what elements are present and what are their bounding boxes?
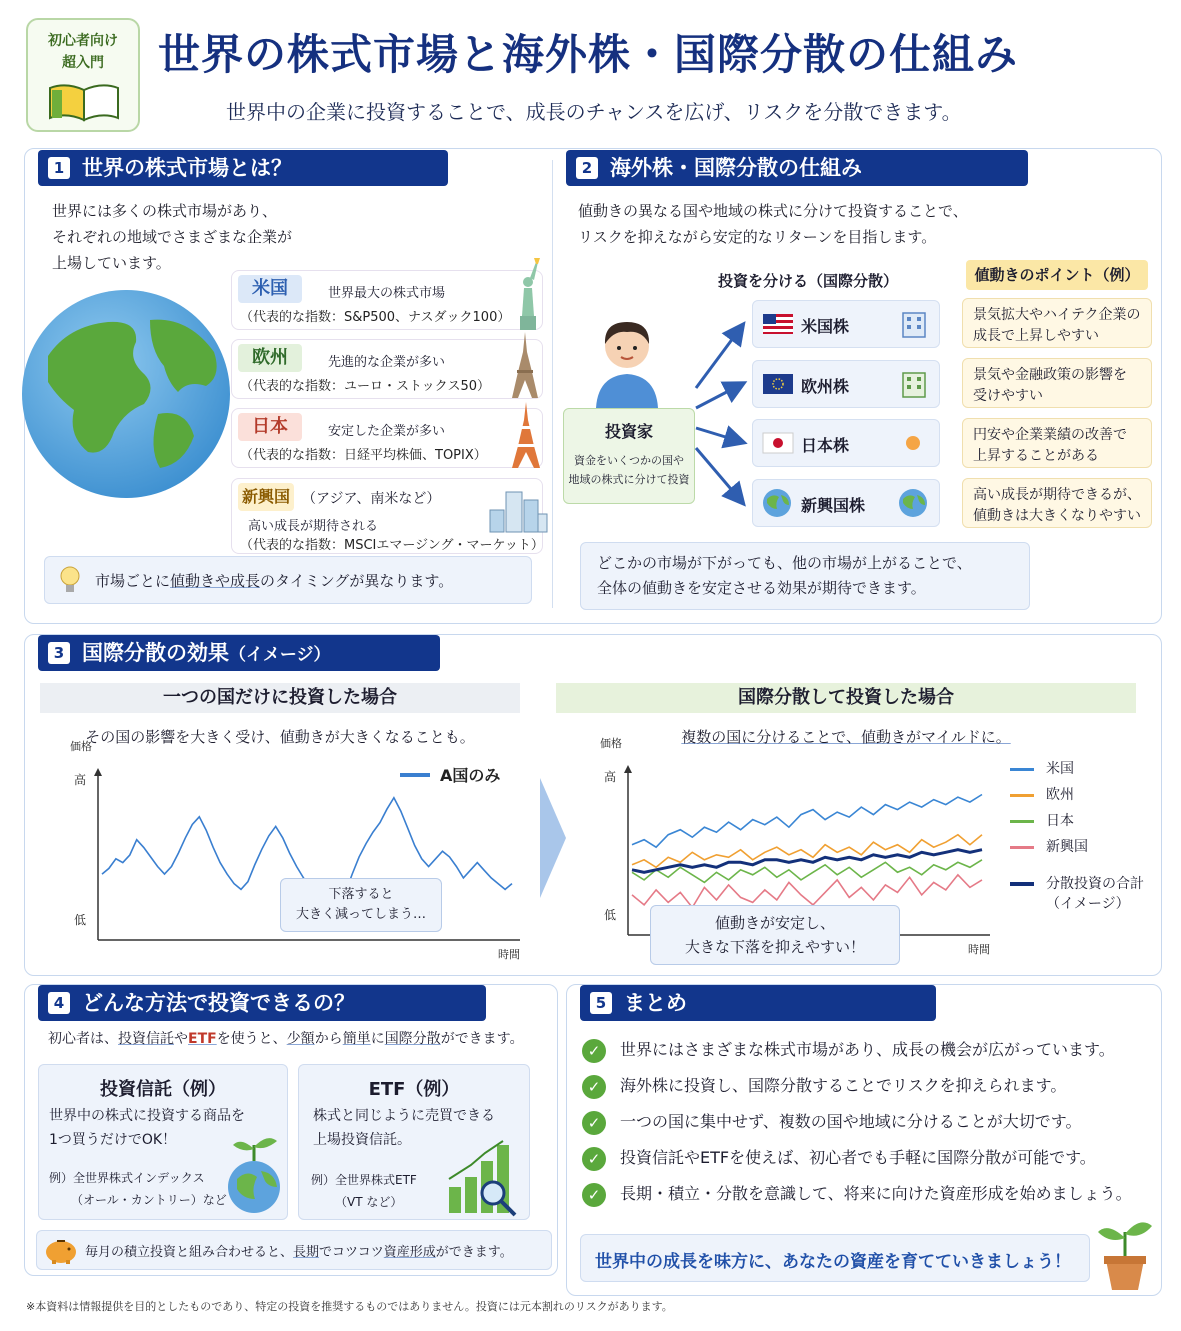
legend-item [1010,874,1170,914]
market-card-eu [231,339,543,399]
label-points: 値動きのポイント（例） [966,260,1148,290]
y-tick-low: 低 [604,908,617,922]
city-buildings-icon [486,484,548,532]
section3-title: 国際分散の効果 [82,641,229,665]
check-icon: ✓ [582,1075,606,1099]
row-emerging-name: 新興国株 [801,496,866,515]
right-callout: 値動きが安定し、 大きな下落を抑えやすい！ [650,905,900,965]
legend-item [1010,782,1170,808]
summary-item: ✓ 世界にはさまざまな株式市場があり、成長の機会が広がっています。 [582,1032,1152,1068]
bar-chart-magnifier-icon [445,1139,527,1217]
row-us [752,300,940,348]
series-line [632,875,982,908]
x-axis-label: 時間 [498,948,520,961]
section4-header [38,985,486,1021]
section4-number: 4 [48,992,70,1014]
market-tag-jp: 日本 [238,413,302,441]
section2-header [566,150,1028,186]
section4-intro: 初心者は、投資信託やETFを使うと、少額から簡単に国際分散ができます。 [48,1031,524,1047]
legend-label: A国のみ [440,766,501,785]
market-tag-eu: 欧州 [238,344,302,372]
y-tick-high: 高 [604,770,617,784]
section1-tip-underline: 値動きや成長 [170,572,261,590]
panel-divider [552,160,553,608]
label-split: 投資を分ける（国際分散） [718,272,899,290]
legend-label: 分散投資の合計（イメージ） [1046,876,1144,912]
row-jp-name: 日本株 [801,436,850,455]
market-tag-emerging: 新興国 [238,483,294,511]
tokyo-tower-icon [510,402,542,468]
japan-flag-icon [763,433,793,453]
legend-item [1010,834,1170,860]
y-axis-arrow [94,768,102,776]
card1-ex2: （オール・カントリー）など [71,1193,227,1207]
market-card-us [231,270,543,330]
book-icon [44,80,124,124]
left-callout: 下落すると 大きく減ってしまう… [280,878,442,932]
section2-intro: 値動きの異なる国や地域の株式に分けて投資することで、 リスクを抑えながら安定的なリターンを目指します。 [578,202,968,246]
legend-swatch [1010,768,1034,771]
investor-avatar [592,316,662,408]
section1-tip [44,556,532,604]
y-tick-low: 低 [74,913,87,927]
legend-label: 日本 [1046,813,1074,829]
left-subheader: 一つの国だけに投資した場合 [40,683,520,713]
arrow-right-icon [538,778,568,898]
closing-message: 世界中の成長を味方に、あなたの資産を育てていきましょう！ [580,1234,1090,1282]
statue-of-liberty-icon [508,258,548,332]
point-jp: 円安や企業業績の改善で 上昇することがある [962,418,1152,468]
section1-intro: 世界には多くの株式市場があり、 それぞれの地域でさまざまな企業が 上場しています。 [52,202,293,272]
point-us: 景気拡大やハイテク企業の 成長で上昇しやすい [962,298,1152,348]
point-eu: 景気や金融政策の影響を 受けやすい [962,358,1152,408]
market-index-us: （代表的な指数：S&P500、ナスダック100） [240,310,511,325]
badge-line1: 初心者向け [48,33,118,49]
office-building-icon [899,309,929,339]
market-index-jp: （代表的な指数：日経平均株価、TOPIX） [240,448,487,463]
investor-desc1: 資金をいくつかの国や [574,454,684,467]
summary-item: ✓ 一つの国に集中せず、複数の国や地域に分けることが大切です。 [582,1104,1152,1140]
series-line [632,860,982,883]
section1-tip-post: のタイミングが異なります。 [260,572,454,590]
check-icon: ✓ [582,1147,606,1171]
market-desc-us: 世界最大の株式市場 [328,286,446,301]
legend-item [1010,808,1170,834]
eu-flag-icon [763,374,793,394]
legend-label: 新興国 [1046,839,1088,855]
row-emerging [752,479,940,527]
summary-item: ✓ 海外株に投資し、国際分散することでリスクを抑えられます。 [582,1068,1152,1104]
card2-ex1: 例）全世界株式ETF [311,1173,417,1187]
market-desc-jp: 安定した企業が多い [328,424,446,439]
office-building-icon [899,369,929,399]
potted-plant-icon [1094,1214,1156,1292]
market-desc-eu: 先進的な企業が多い [328,355,446,370]
summary-item: ✓ 長期・積立・分散を意識して、将来に向けた資産形成を始めましょう。 [582,1176,1152,1212]
series-line [632,795,982,848]
card-etf [298,1064,530,1220]
section1-number: 1 [48,157,70,179]
eiffel-tower-icon [510,332,540,398]
row-us-name: 米国株 [801,317,850,336]
legend-swatch [1010,846,1034,849]
section2-note: どこかの市場が下がっても、他の市場が上がることで、 全体の値動きを安定させる効果が期待できます。 [580,542,1030,610]
us-flag-icon [763,314,793,334]
section1-title: 世界の株式市場とは？ [82,156,292,180]
y-axis-arrow [624,765,632,773]
badge-line2: 超入門 [62,55,104,71]
card-investment-trust [38,1064,288,1220]
card1-desc2: 1つ買うだけでOK！ [49,1132,177,1148]
plant-globe-icon [225,1131,283,1215]
section4-tip: 毎月の積立投資と組み合わせると、長期でコツコツ資産形成ができます。 [36,1230,552,1270]
emerging-globe-icon [761,487,793,519]
page-title: 世界の株式市場と海外株・国際分散の仕組み [158,30,1019,79]
section3-header [38,635,440,671]
section2-title: 海外株・国際分散の仕組み [610,156,862,180]
section5-number: 5 [590,992,612,1014]
sun-icon [905,435,921,451]
row-eu-name: 欧州株 [801,377,850,396]
section3-title-suffix: （イメージ） [229,645,331,665]
section4-title: どんな方法で投資できるの？ [82,991,355,1015]
investor-title: 投資家 [604,422,653,441]
market-tag-emerging-suffix: （アジア、南米など） [302,491,441,507]
market-index-eu: （代表的な指数：ユーロ・ストックス50） [240,379,491,394]
section2-number: 2 [576,157,598,179]
globe-icon [18,286,234,502]
card2-desc1: 株式と同じように売買できる [313,1108,495,1124]
y-tick-high: 高 [74,773,87,787]
summary-item: ✓ 投資信託やETFを使えば、初心者でも手軽に国際分散が可能です。 [582,1140,1152,1176]
y-axis-label: 価格 [600,737,622,750]
card2-ex2: （VT など） [335,1195,403,1209]
x-axis-label: 時間 [968,943,990,956]
lightbulb-icon [59,565,81,595]
legend-swatch [1010,820,1034,823]
card1-ex1: 例）全世界株式インデックス [49,1171,205,1185]
check-icon: ✓ [582,1183,606,1207]
globe-icon [897,487,929,519]
investor-desc2: 地域の株式に分けて投資 [568,473,690,486]
beginner-badge [26,18,140,132]
footer-disclaimer: ※本資料は情報提供を目的としたものであり、特定の投資を推奨するものではありません。投資には元本割れのリスクがあります。 [26,1300,673,1313]
row-jp [752,419,940,467]
card1-title: 投資信託（例） [100,1079,226,1100]
market-tag-us: 米国 [238,275,302,303]
right-subheader: 国際分散して投資した場合 [556,683,1136,713]
right-desc: 複数の国に分けることで、値動きがマイルドに。 [681,728,1011,746]
legend-swatch [1010,794,1034,797]
investor-box [563,408,695,504]
card2-title: ETF（例） [368,1079,460,1100]
legend-label: 米国 [1046,761,1074,777]
piggy-bank-icon [43,1235,79,1265]
card2-desc2: 上場投資信託。 [313,1132,411,1148]
market-index-emerging: （代表的な指数：MSCIエマージング・マーケット） [240,538,544,553]
check-icon: ✓ [582,1039,606,1063]
legend-item [1010,756,1170,782]
section3-number: 3 [48,642,70,664]
section1-header [38,150,448,186]
left-desc: その国の影響を大きく受け、値動きが大きくなることも。 [85,728,475,746]
point-emerging: 高い成長が期待できるが、 値動きは大きくなりやすい [962,478,1152,528]
section5-header [580,985,936,1021]
section1-tip-pre: 市場ごとに [95,572,171,590]
legend-label: 欧州 [1046,787,1074,803]
page-subtitle: 世界中の企業に投資することで、成長のチャンスを広げ、リスクを分散できます。 [226,100,962,124]
section5-title: まとめ [624,991,687,1015]
summary-list [582,1032,1152,1212]
chart-single-country [50,740,530,965]
market-desc-emerging: 高い成長が期待される [248,519,379,534]
row-eu [752,360,940,408]
market-card-jp [231,408,543,468]
chart-legend [1010,756,1170,914]
legend-swatch [1010,882,1034,886]
check-icon: ✓ [582,1111,606,1135]
y-axis-label: 価格 [70,740,92,753]
card1-desc1: 世界中の株式に投資する商品を [49,1108,245,1124]
distribution-arrows [692,320,752,510]
